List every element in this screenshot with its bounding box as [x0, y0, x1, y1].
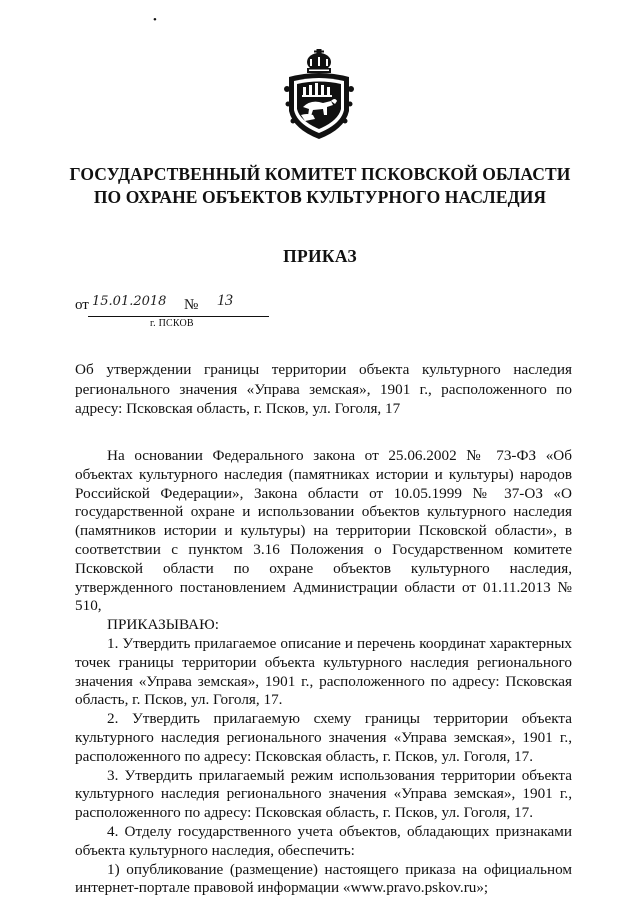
city-label: г. ПСКОВ [150, 318, 194, 329]
committee-name-line-2: ПО ОХРАНЕ ОБЪЕКТОВ КУЛЬТУРНОГО НАСЛЕДИЯ [93, 187, 547, 207]
handwritten-date: 15.01.2018 [92, 294, 167, 309]
committee-name-line-1: ГОСУДАРСТВЕННЫЙ КОМИТЕТ ПСКОВСКОЙ ОБЛАСТИ [69, 164, 571, 184]
order-word: ПРИКАЗЫВАЮ: [107, 616, 219, 634]
number-prefix: № [184, 297, 199, 313]
order-subject: Об утверждении границы территории объекта культурного наследия регионального значения «Управа земская», 1901 г., расположенного по адресу: Псковская область, г. Псков, ул. Гоголя, 17 [75, 361, 572, 417]
order-item-2: 2. Утвердить прилагаемую схему границы территории объекта культурного наследия регионального значения «Управа земская», 1901 г., расположенного по адресу: Псковская область, г. Псков, ул. Гоголя, 17. [75, 710, 572, 765]
order-body [75, 447, 572, 898]
coat-of-arms-icon [283, 49, 355, 141]
preamble-paragraph: На основании Федерального закона от 25.06.2002 № 73-ФЗ «Об объектах культурного наследия (памятниках истории и культуры) народов Российской Федерации», Закона области от 10.05.1999 № 37-ОЗ «О государственной охране и использовании объектов культурного наследия (памятников истории и культуры) на территории Псковской области», в соответствии с пунктом 3.16 Положения о Государственном комитете Псковской области по охране объектов культурного наследия, утвержденного постановлением Администрации области от 01.11.2013 № 510, [75, 447, 572, 615]
order-item-1: 1. Утвердить прилагаемое описание и перечень координат характерных точек границы территории объекта культурного наследия регионального значения «Управа земская», 1901 г., расположенного по адресу: Псковская область, г. Псков, ул. Гоголя, 17. [75, 634, 572, 709]
order-item-3: 3. Утвердить прилагаемый режим использования территории объекта культурного наследия регионального значения «Управа земская», 1901 г., расположенного по адресу: Псковская область, г. Псков, ул. Гоголя, 17. [75, 766, 572, 822]
page-mark: • [153, 14, 157, 26]
document-type: ПРИКАЗ [283, 246, 357, 266]
number-underline [132, 316, 269, 317]
order-item-4: 4. Отделу государственного учета объектов, обладающих признаками объекта культурного наследия, обеспечить: [75, 822, 572, 859]
date-prefix: от [75, 297, 89, 313]
order-item-4-sub-1: 1) опубликование (размещение) настоящего приказа на официальном интернет-портале правовой информации «www.pravo.pskov.ru»; [75, 860, 572, 897]
handwritten-number: 13 [217, 292, 233, 309]
